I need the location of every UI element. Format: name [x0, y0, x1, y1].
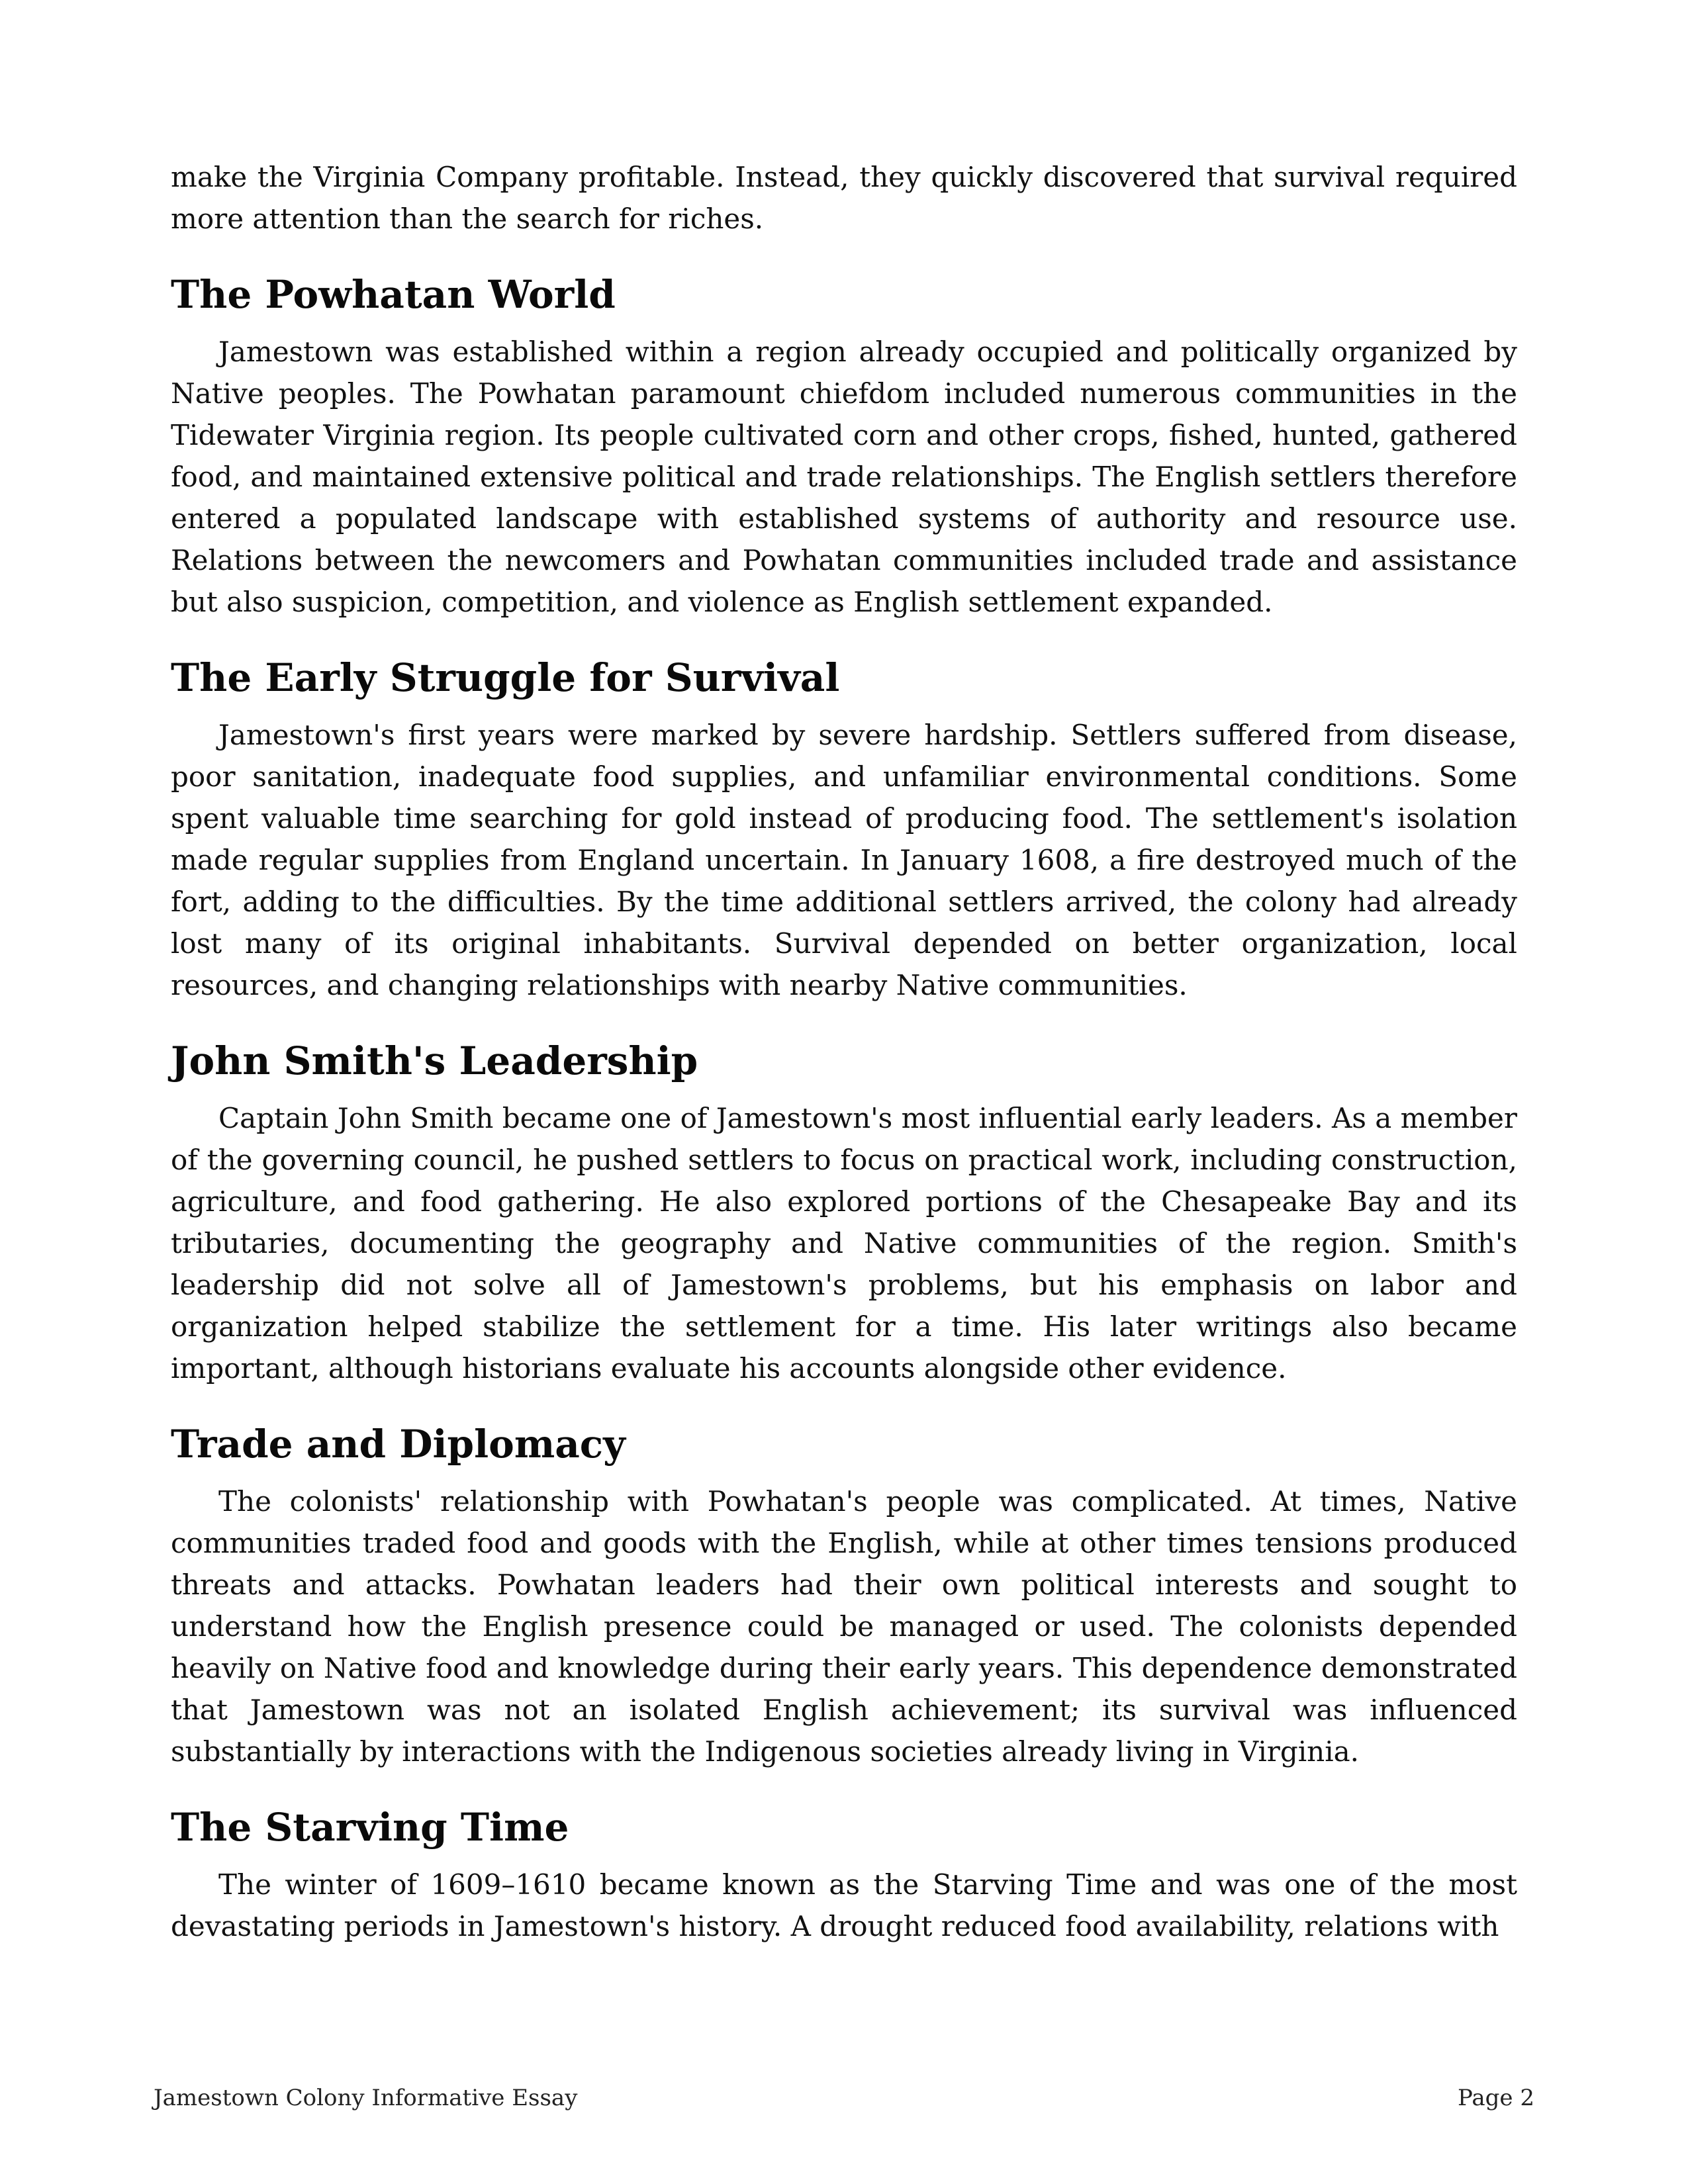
section-paragraph-powhatan-world: Jamestown was established within a region already occupied and politically organized by Native peoples. The Powhatan paramount chiefdom included numerous communities in the Tidewater Virginia region. Its people cultivated corn and other crops, fished, hunted, gathered food, and maintained extensive political and trade relationships. The English settlers therefore entered a populated landscape with established systems of authority and resource use. Relations between the newcomers and Powhatan communities included trade and assistance but also suspicion, competition, and violence as English settlement expanded. — [171, 336, 1517, 618]
section-heading-starving-time: The Starving Time — [171, 1805, 569, 1850]
essay-body — [171, 156, 1517, 1947]
section-heading-trade-diplomacy: Trade and Diplomacy — [171, 1422, 626, 1467]
section-heading-powhatan-world: The Powhatan World — [171, 272, 616, 317]
footer-page-number: Page 2 — [1458, 2085, 1534, 2111]
opening-paragraph: make the Virginia Company profitable. Instead, they quickly discovered that survival required more attention than the search for riches. — [171, 161, 1517, 235]
section-paragraph-john-smith: Captain John Smith became one of Jamestown's most influential early leaders. As a member of the governing council, he pushed settlers to focus on practical work, including construction, agriculture, and food gathering. He also explored portions of the Chesapeake Bay and its tributaries, documenting the geography and Native communities of the region. Smith's leadership did not solve all of Jamestown's problems, but his emphasis on labor and organization helped stabilize the settlement for a time. His later writings also became important, although historians evaluate his accounts alongside other evidence. — [171, 1102, 1517, 1385]
section-paragraph-early-struggle: Jamestown's first years were marked by severe hardship. Settlers suffered from disease, poor sanitation, inadequate food supplies, and unfamiliar environmental conditions. Some spent valuable time searching for gold instead of producing food. The settlement's isolation made regular supplies from England uncertain. In January 1608, a fire destroyed much of the fort, adding to the difficulties. By the time additional settlers arrived, the colony had already lost many of its original inhabitants. Survival depended on better organization, local resources, and changing relationships with nearby Native communities. — [171, 719, 1517, 1001]
section-paragraph-starving-time: The winter of 1609–1610 became known as the Starving Time and was one of the most devastating periods in Jamestown's history. A drought reduced food availability, relations with — [171, 1868, 1517, 1942]
section-heading-early-struggle: The Early Struggle for Survival — [171, 655, 840, 700]
page-footer — [154, 2083, 1534, 2113]
section-paragraph-trade-diplomacy: The colonists' relationship with Powhatan's people was complicated. At times, Native communities traded food and goods with the English, while at other times tensions produced threats and attacks. Powhatan leaders had their own political interests and sought to understand how the English presence could be managed or used. The colonists depended heavily on Native food and knowledge during their early years. This dependence demonstrated that Jamestown was not an isolated English achievement; its survival was influenced substantially by interactions with the Indigenous societies already living in Virginia. — [171, 1485, 1517, 1768]
section-heading-john-smith: John Smith's Leadership — [171, 1038, 698, 1083]
footer-document-title: Jamestown Colony Informative Essay — [154, 2085, 578, 2111]
